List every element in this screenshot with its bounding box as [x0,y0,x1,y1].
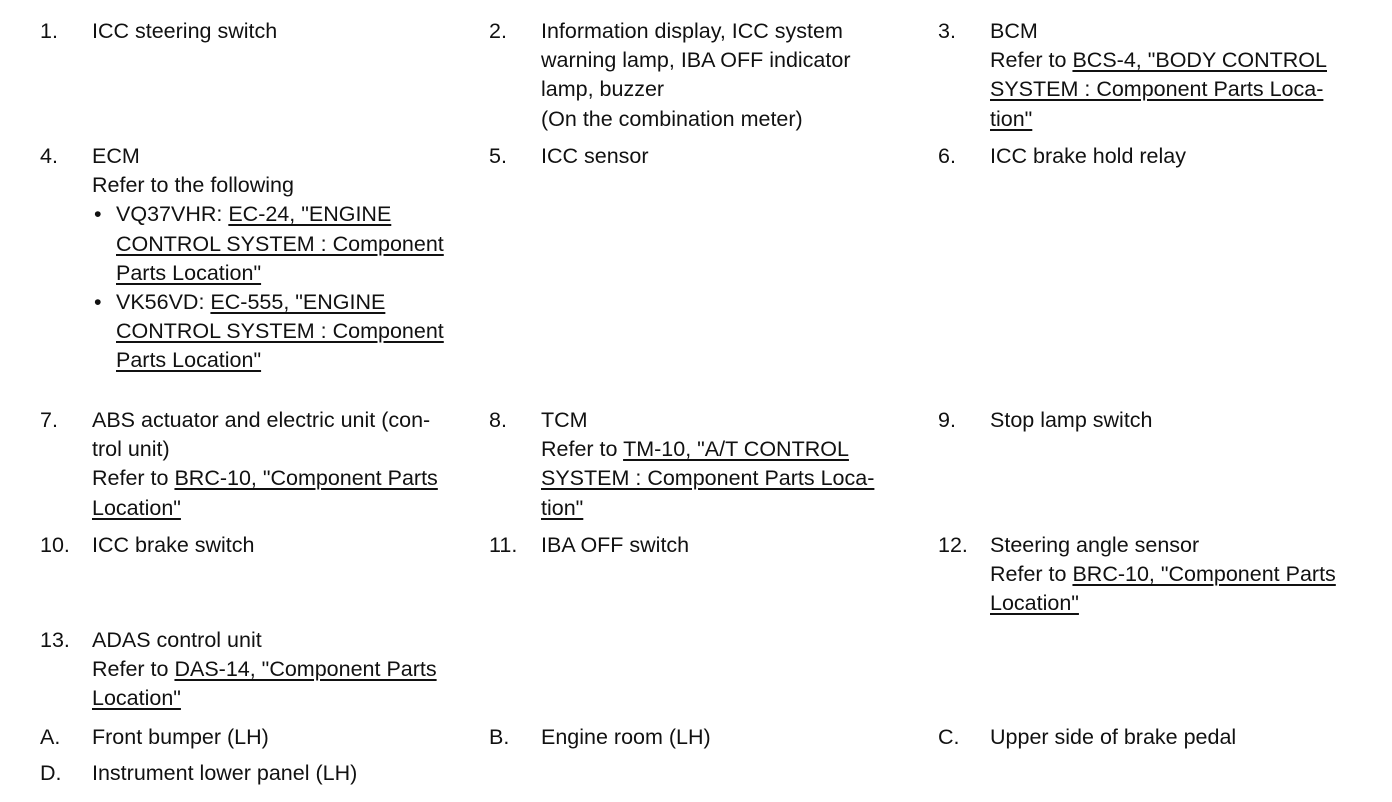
item-label: ABS actuator and electric unit (con- [92,408,431,432]
legend-item-13 [40,626,437,714]
location-item-b [489,723,711,752]
location-letter: C. [938,725,960,749]
legend-item-7 [40,406,438,523]
legend-item-1 [40,17,277,46]
refer-to-text: Refer to [990,48,1073,73]
reference-link-ec-24[interactable]: Parts Location" [116,260,262,285]
item-label: ICC steering switch [92,19,278,43]
location-label: Front bumper (LH) [92,725,269,749]
item-number: 6. [938,144,956,168]
reference-link-ec-24[interactable]: CONTROL SYSTEM : Component [116,231,444,256]
reference-link-bcs-4[interactable]: SYSTEM : Component Parts Loca- [990,77,1324,102]
item-label: ICC brake switch [92,533,255,557]
item-label: trol unit) [92,437,170,462]
reference-link-brc-10[interactable]: Location" [990,591,1079,616]
bullet-icon: • [94,202,102,227]
item-number: 8. [489,408,507,432]
location-letter: B. [489,725,510,749]
reference-link-das-14[interactable]: DAS-14, "Component Parts [174,657,437,682]
legend-item-4 [40,142,444,376]
reference-link-brc-10[interactable]: BRC-10, "Component Parts [174,466,438,491]
location-item-a [40,723,269,752]
bullet-item-vq37vhr [92,200,444,288]
reference-link-bcs-4[interactable]: tion" [990,106,1033,131]
location-item-d [40,759,357,788]
item-title: ECM [92,144,140,168]
reference-link-tm-10[interactable]: SYSTEM : Component Parts Loca- [541,466,875,491]
item-number: 13. [40,628,70,652]
legend-item-3 [938,17,1327,134]
item-number: 9. [938,408,956,432]
legend-item-6 [938,142,1186,171]
item-number: 12. [938,533,968,557]
reference-link-brc-10[interactable]: Location" [92,495,181,520]
reference-link-ec-24[interactable]: EC-24, "ENGINE [228,202,392,227]
reference-link-tm-10[interactable]: TM-10, "A/T CONTROL [623,437,849,462]
bullet-icon: • [94,290,102,315]
reference-link-ec-555[interactable]: Parts Location" [116,348,262,373]
reference-link-ec-555[interactable]: CONTROL SYSTEM : Component [116,319,444,344]
item-label: lamp, buzzer [541,77,665,102]
item-number: 1. [40,19,58,43]
item-number: 5. [489,144,507,168]
refer-to-text: Refer to [92,657,175,682]
engine-label: VQ37VHR: [116,202,229,227]
item-title: BCM [990,19,1038,43]
location-item-c [938,723,1236,752]
item-number: 10. [40,533,70,557]
item-number: 2. [489,19,507,43]
item-number: 11. [489,533,518,557]
reference-link-tm-10[interactable]: tion" [541,495,584,520]
item-label: ICC brake hold relay [990,144,1186,168]
legend-item-11 [489,531,689,560]
item-subtitle: Refer to the following [92,173,294,198]
refer-to-text: Refer to [92,466,175,491]
reference-link-das-14[interactable]: Location" [92,686,181,711]
legend-item-12 [938,531,1336,619]
item-title: ADAS control unit [92,628,262,652]
legend-item-8 [489,406,874,523]
location-label: Engine room (LH) [541,725,711,749]
location-label: Instrument lower panel (LH) [92,761,358,785]
item-number: 3. [938,19,956,43]
item-label: (On the combination meter) [541,106,803,131]
legend-item-10 [40,531,255,560]
reference-link-bcs-4[interactable]: BCS-4, "BODY CONTROL [1072,48,1327,73]
item-title: TCM [541,408,588,432]
item-title: Steering angle sensor [990,533,1200,557]
legend-item-2 [489,17,850,134]
reference-link-brc-10[interactable]: BRC-10, "Component Parts [1072,562,1336,587]
item-label: ICC sensor [541,144,649,168]
location-letter: A. [40,725,61,749]
item-number: 7. [40,408,58,432]
item-label: warning lamp, IBA OFF indicator [541,48,851,73]
item-number: 4. [40,144,58,168]
location-label: Upper side of brake pedal [990,725,1237,749]
item-label: Stop lamp switch [990,408,1153,432]
reference-link-ec-555[interactable]: EC-555, "ENGINE [210,290,386,315]
item-label: Information display, ICC system [541,19,843,43]
legend-item-5 [489,142,649,171]
legend-item-9 [938,406,1153,435]
refer-to-text: Refer to [990,562,1073,587]
location-letter: D. [40,761,62,785]
item-label: IBA OFF switch [541,533,690,557]
engine-label: VK56VD: [116,290,211,315]
refer-to-text: Refer to [541,437,624,462]
bullet-item-vk56vd [92,288,444,376]
